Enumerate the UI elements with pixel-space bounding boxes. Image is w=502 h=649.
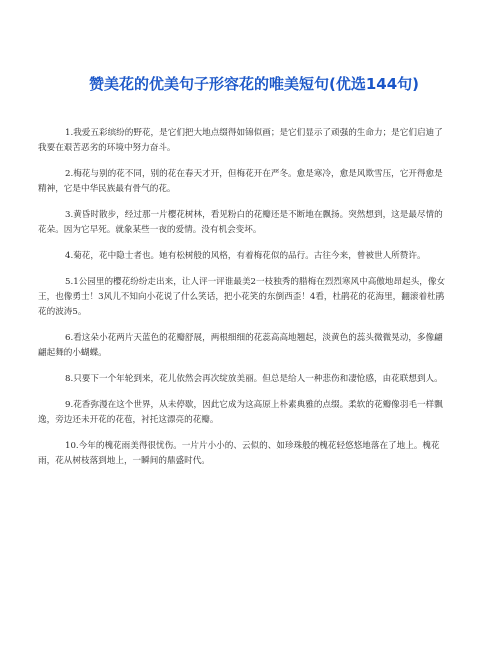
paragraph: 9.花香弥漫在这个世界，从未停歇，因此它成为这高原上朴素典雅的点缀。柔软的花瓣像羽毛一样飘逸，旁边还未开花的花苞，衬托这漂亮的花瓣。 (38, 400, 443, 425)
document-title: 赞美花的优美句子形容花的唯美短句(优选144句) (88, 75, 420, 93)
paragraph: 4.菊花，花中隐士者也。她有松树般的风格，有着梅花似的品行。古往今来，曾被世人所赞许。 (65, 251, 426, 261)
paragraph: 5.1公园里的樱花纷纷走出来，让人评一评谁最美2一枝独秀的腊梅在烈烈寒风中高傲地昂起头，像女王，也像勇士！3风儿不知向小花说了什么笑话，把小花笑的东倒西歪！4看，杜鹃花的花海里，翻滚着杜鹃花的波涛5。 (38, 277, 446, 317)
paragraph: 1.我爱五彩缤纷的野花，是它们把大地点缀得如锦似画；是它们显示了顽强的生命力；是它们启迪了我要在艰苦恶劣的环境中努力奋斗。 (38, 128, 443, 153)
paragraph: 3.黄昏时散步，经过那一片樱花树林，看见粉白的花瓣还是不断地在飘扬。突然想到，这是最尽情的花朵。因为它早死。就象某些一夜的爱情。没有机会变坏。 (38, 210, 443, 235)
paragraph-list (0, 126, 502, 480)
paragraph: 8.只要下一个年轮到来，花儿依然会再次绽放美丽。但总是给人一种悲伤和凄怆感，由花联想到人。 (65, 374, 443, 384)
paragraph: 2.梅花与别的花不同，别的花在春天才开，但梅花开在严冬。愈是寒冷，愈是风欺雪压，它开得愈是精神，它是中华民族最有骨气的花。 (38, 169, 443, 194)
paragraph: 6.看这朵小花两片天蓝色的花瓣舒展，两根细细的花蕊高高地翘起，淡黄色的蕊头微微晃动，多像翩翩起舞的小蝴蝶。 (38, 333, 443, 358)
paragraph: 10.今年的槐花雨美得很忧伤。一片片小小的、云似的、如珍珠般的槐花轻悠悠地落在了地上。槐花雨，花从树枝落到地上，一瞬间的鼎盛时代。 (38, 441, 440, 466)
